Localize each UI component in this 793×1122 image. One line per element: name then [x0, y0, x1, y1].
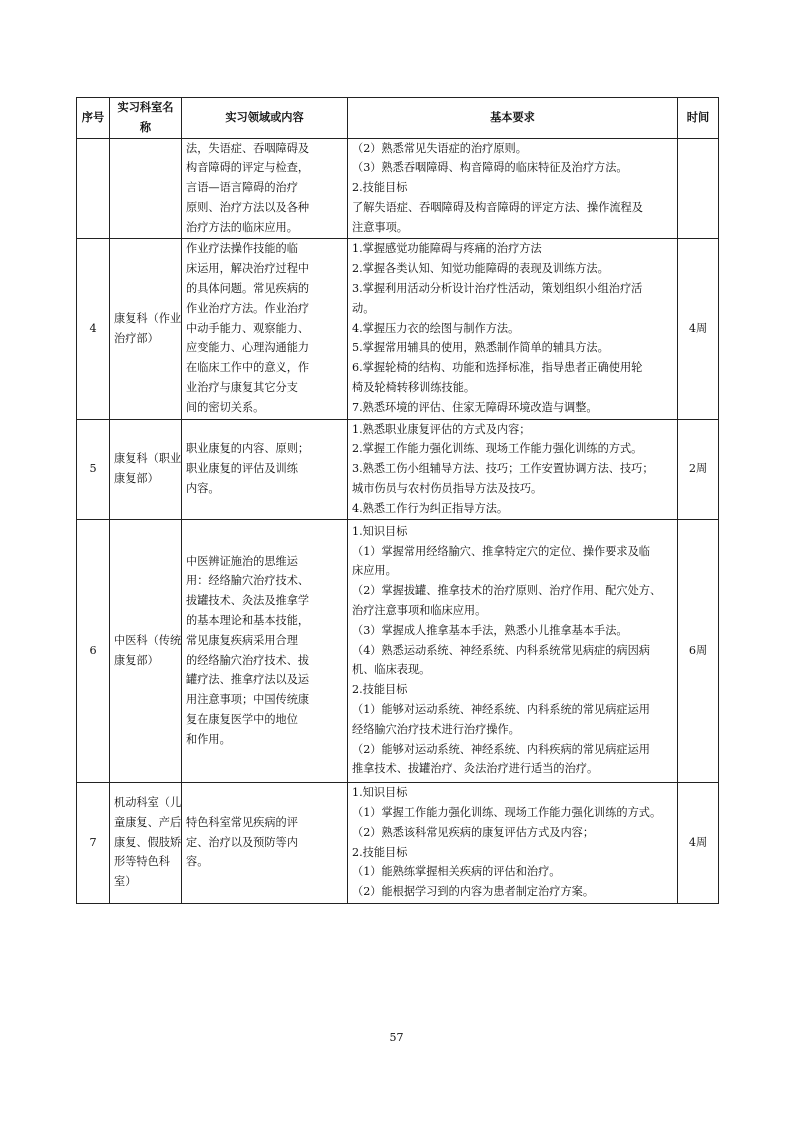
text-line: （1）掌握常用经络腧穴、推拿特定穴的定位、操作要求及临 [352, 544, 650, 558]
text-line: 中动手能力、观察能力、 [186, 321, 310, 335]
cell-area [182, 519, 348, 782]
text-line: 定、治疗以及预防等内 [186, 835, 298, 849]
text-line: 室） [114, 875, 137, 889]
text-line: （1）掌握工作能力强化训练、现场工作能力强化训练的方式。 [352, 805, 662, 819]
text-line: 椅及轮椅转移训练技能。 [352, 381, 476, 395]
table-row [77, 138, 719, 238]
duration: 6周 [688, 643, 708, 657]
text-line: 罐疗法、推拿疗法以及运 [186, 673, 310, 687]
text-line: 1.知识目标 [352, 786, 408, 800]
header-time: 时间 [678, 98, 719, 139]
text-line: 机动科室（儿 [114, 796, 182, 810]
duration: 2周 [688, 462, 708, 476]
header-dept: 实习科室名称 [110, 98, 182, 139]
text-line: 2.技能目标 [352, 181, 408, 195]
text-line: 康复科（职业 [114, 452, 182, 466]
text-line: 经络腧穴治疗技术进行治疗操作。 [352, 722, 520, 736]
text-line: 形等特色科 [114, 855, 170, 869]
text-line: 康复部） [114, 653, 159, 667]
table-header-row [77, 98, 719, 139]
cell-no [77, 782, 110, 903]
text-line: 3.熟悉工伤小组辅导方法、技巧；工作安置协调方法、技巧； [352, 462, 654, 476]
cell-dept [110, 138, 182, 238]
text-line: 言语—语言障碍的治疗 [186, 181, 298, 195]
table-row [77, 238, 719, 419]
row-number: 4 [89, 321, 97, 335]
cell-no [77, 519, 110, 782]
text-line: 7.熟悉环境的评估、住家无障碍环境改造与调整。 [352, 400, 598, 414]
header-no: 序号 [77, 98, 110, 139]
text-line: 和作用。 [186, 732, 231, 746]
text-line: （2）熟悉常见失语症的治疗原则。 [352, 141, 527, 155]
cell-no [77, 419, 110, 519]
text-line: 动。 [352, 301, 375, 315]
internship-table [76, 97, 719, 904]
cell-requirements [348, 138, 678, 238]
text-line: （4）熟悉运动系统、神经系统、内科系统常见病症的病因病 [352, 643, 650, 657]
cell-time [678, 782, 719, 903]
text-line: 童康复、产后 [114, 815, 182, 829]
text-line: 推拿技术、拔罐治疗、灸法治疗进行适当的治疗。 [352, 762, 599, 776]
cell-area [182, 138, 348, 238]
text-line: 3.掌握利用活动分析设计治疗性活动，策划组织小组治疗活 [352, 282, 643, 296]
text-line: 治疗部） [114, 331, 159, 345]
text-line: 在临床工作中的意义，作 [186, 361, 310, 375]
text-line: 构音障碍的评定与检查， [186, 161, 310, 175]
text-line: 作业治疗方法。作业治疗 [186, 301, 310, 315]
cell-time [678, 238, 719, 419]
text-line: 1.知识目标 [352, 524, 408, 538]
text-line: 的具体问题。常见疾病的 [186, 282, 310, 296]
cell-dept [110, 238, 182, 419]
text-line: 中医辨证施治的思维运 [186, 554, 298, 568]
header-requirements: 基本要求 [348, 98, 678, 139]
header-area: 实习领域或内容 [182, 98, 348, 139]
text-line: 康复部） [114, 472, 159, 486]
cell-area [182, 419, 348, 519]
text-line: 床应用。 [352, 564, 397, 578]
text-line: 5.掌握常用辅具的使用，熟悉制作简单的辅具方法。 [352, 341, 609, 355]
text-line: 城市伤员与农村伤员指导方法及技巧。 [352, 481, 543, 495]
text-line: 业治疗与康复其它分支 [186, 381, 298, 395]
text-line: 用注意事项；中国传统康 [186, 693, 310, 707]
text-line: 的基本理论和基本技能， [186, 613, 310, 627]
text-line: 职业康复的内容、原则； [186, 442, 310, 456]
text-line: 2.掌握各类认知、知觉功能障碍的表现及训练方法。 [352, 262, 609, 276]
text-line: 康复、假肢矫 [114, 835, 182, 849]
text-line: 拔罐技术、灸法及推拿学 [186, 594, 310, 608]
text-line: 床运用，解决治疗过程中 [186, 262, 310, 276]
cell-requirements [348, 419, 678, 519]
table-row [77, 782, 719, 903]
text-line: 容。 [186, 855, 209, 869]
text-line: （2）能够对运动系统、神经系统、内科疾病的常见病症运用 [352, 742, 650, 756]
text-line: 1.熟悉职业康复评估的方式及内容； [352, 422, 531, 436]
text-line: 间的密切关系。 [186, 400, 265, 414]
cell-time [678, 138, 719, 238]
row-number: 7 [89, 835, 97, 849]
cell-no [77, 138, 110, 238]
table-row [77, 419, 719, 519]
text-line: 4.掌握压力衣的绘图与制作方法。 [352, 321, 520, 335]
text-line: 4.熟悉工作行为纠正指导方法。 [352, 501, 509, 515]
text-line: 中医科（传统 [114, 633, 182, 647]
text-line: 治疗注意事项和临床应用。 [352, 604, 487, 618]
text-line: （3）掌握成人推拿基本手法，熟悉小儿推拿基本手法。 [352, 623, 628, 637]
text-line: 2.技能目标 [352, 845, 408, 859]
text-line: 治疗方法的临床应用。 [186, 220, 298, 234]
cell-time [678, 519, 719, 782]
text-line: （2）掌握拔罐、推拿技术的治疗原则、治疗作用、配穴处方、 [352, 584, 662, 598]
text-line: 法，失语症、吞咽障碍及 [186, 141, 310, 155]
cell-dept [110, 519, 182, 782]
text-line: 用：经络腧穴治疗技术、 [186, 574, 310, 588]
row-number: 6 [89, 643, 97, 657]
text-line: 常见康复疾病采用合理 [186, 633, 298, 647]
text-line: 内容。 [186, 481, 220, 495]
text-line: （2）能根据学习到的内容为患者制定治疗方案。 [352, 885, 595, 899]
cell-time [678, 419, 719, 519]
text-line: 特色科室常见疾病的评 [186, 815, 298, 829]
text-line: （1）能够对运动系统、神经系统、内科系统的常见病症运用 [352, 703, 650, 717]
text-line: 原则、治疗方法以及各种 [186, 200, 310, 214]
text-line: 2.技能目标 [352, 683, 408, 697]
text-line: （1）能熟练掌握相关疾病的评估和治疗。 [352, 865, 561, 879]
page-number: 57 [389, 1031, 404, 1044]
text-line: 复在康复医学中的地位 [186, 712, 298, 726]
text-line: （2）熟悉该科常见疾病的康复评估方式及内容； [352, 825, 595, 839]
text-line: 康复科（作业 [114, 311, 182, 325]
row-number: 5 [89, 462, 97, 476]
text-line: 了解失语症、吞咽障碍及构音障碍的评定方法、操作流程及 [352, 200, 643, 214]
cell-requirements [348, 782, 678, 903]
cell-dept [110, 419, 182, 519]
cell-requirements [348, 519, 678, 782]
text-line: 的经络腧穴治疗技术、拔 [186, 653, 310, 667]
text-line: （3）熟悉吞咽障碍、构音障碍的临床特征及治疗方法。 [352, 161, 628, 175]
cell-area [182, 782, 348, 903]
duration: 4周 [688, 321, 708, 335]
cell-area [182, 238, 348, 419]
text-line: 作业疗法操作技能的临 [186, 242, 298, 256]
text-line: 机、临床表现。 [352, 663, 431, 677]
cell-requirements [348, 238, 678, 419]
text-line: 6.掌握轮椅的结构、功能和选择标准，指导患者正确使用轮 [352, 361, 643, 375]
text-line: 2.掌握工作能力强化训练、现场工作能力强化训练的方式。 [352, 442, 643, 456]
duration: 4周 [688, 835, 708, 849]
text-line: 应变能力、心理沟通能力 [186, 341, 310, 355]
text-line: 注意事项。 [352, 220, 408, 234]
cell-no [77, 238, 110, 419]
table-row [77, 519, 719, 782]
cell-dept [110, 782, 182, 903]
text-line: 职业康复的评估及训练 [186, 462, 298, 476]
text-line: 1.掌握感觉功能障碍与疼痛的治疗方法 [352, 242, 542, 256]
